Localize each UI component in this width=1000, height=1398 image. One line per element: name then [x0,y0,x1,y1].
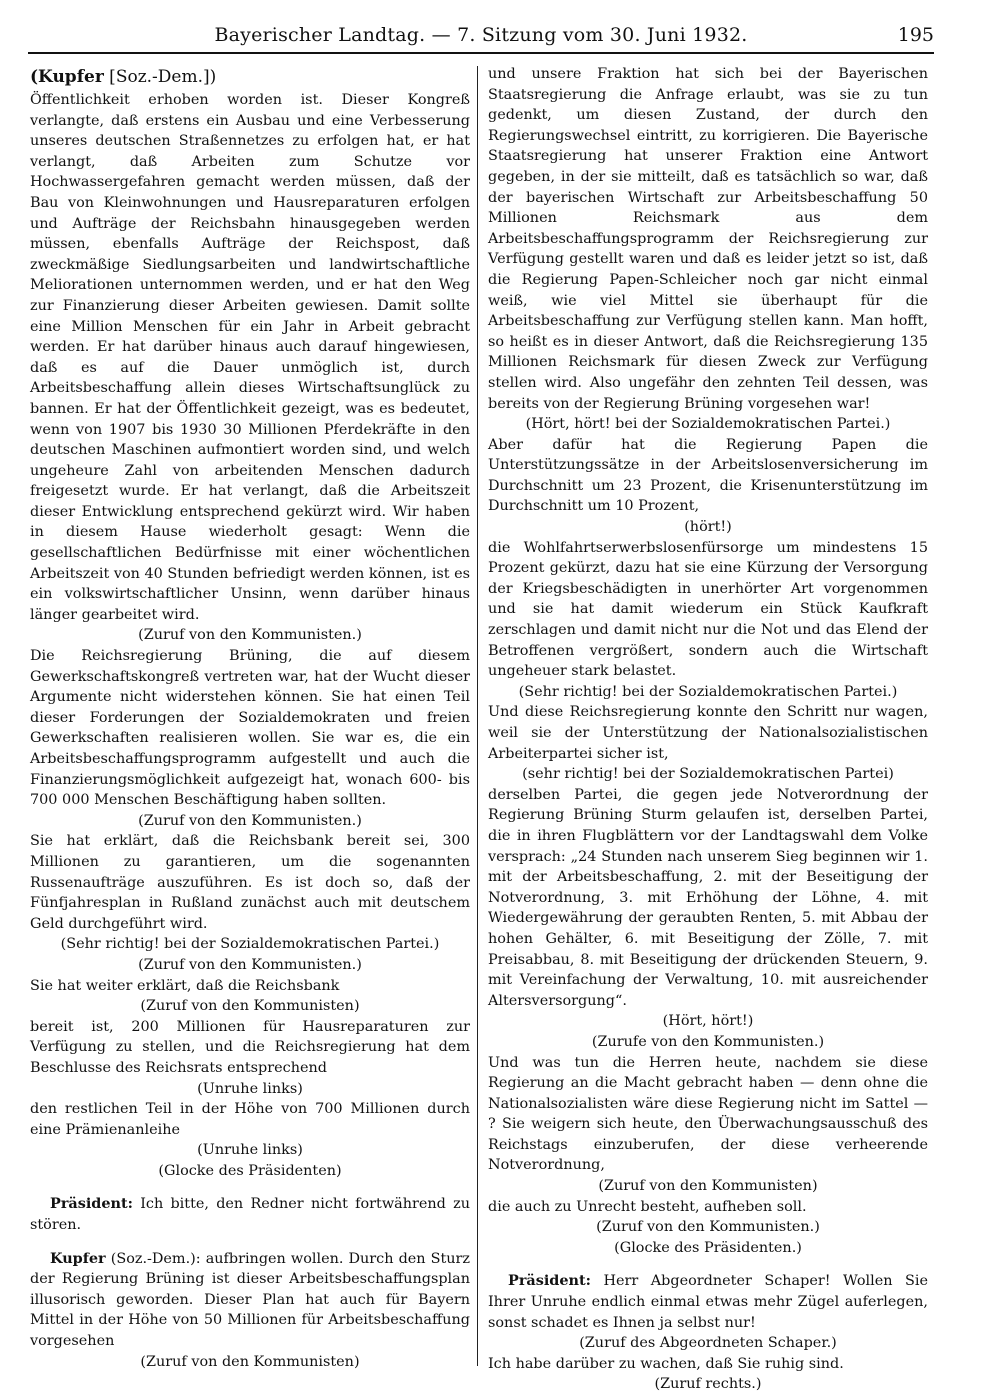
header-title: Bayerischer Landtag. — 7. Sitzung vom 30. Juni 1932. [214,24,748,46]
paragraph: Und diese Reichsregierung konnte den Schritt nur wagen, weil sie der Unterstützung der Nationalsozialistischen Arbeiterpartei sicher ist, [488,704,928,762]
right-column [488,64,928,1393]
interjection: (hört!) [684,519,732,536]
interjection: (Sehr richtig! bei der Sozialdemokratischen Partei.) [60,936,440,953]
interjection: (Zuruf von den Kommunisten.) [138,627,362,644]
paragraph: bereit ist, 200 Millionen für Hausreparaturen zur Verfügung zu stellen, und die Reichsregierung hat dem Beschlusse des Reichsrats entsprechend [30,1018,470,1076]
paragraph: Öffentlichkeit erhoben worden ist. Dieser Kongreß verlangte, daß erstens ein Ausbau und eine Verbesserung unseres deutschen Straßennetzes zu erfolgen hat, er hat verlangt, daß Arbeiten zum Schutze vor Hochwassergefahren gemacht werden müssen, daß der Bau von Kleinwohnungen und Hausreparaturen erfolgen und Aufträge der Reichsbahn hinausgegeben werden müssen, ebenfalls Aufträge der Reichspost, daß zweckmäßige Siedlungsarbeiten und landwirtschaftliche Meliorationen unternommen werden, und er hat den Weg zur Finanzierung dieser Arbeiten gewiesen. Damit sollte eine Million Menschen für ein Jahr in Arbeit gebracht werden. Er hat darüber hinaus auch darauf hingewiesen, daß es auf die Dauer unmöglich ist, durch Arbeitsbeschaffung allein dieses Wirtschaftsunglück zu bannen. Er hat der Öffentlichkeit gezeigt, was es bedeutet, wenn von 1907 bis 1930 30 Millionen Pferdekräfte in den deutschen Maschinen aufmontiert worden sind, und welch ungeheure Zahl von arbeitenden Menschen dadurch freigesetzt wurde. Er hat verlangt, daß die Arbeitszeit dieser Entwicklung entsprechend gekürzt wird. Wir haben in diesem Hause wiederholt gesagt: Wenn die gesellschaftlichen Bedürfnisse mit einer wöchentlichen Arbeitszeit von 40 Stunden befriedigt werden können, ist es ein volkswirtschaftlicher Unsinn, wenn darüber hinaus länger gearbeitet wird. [30,92,470,623]
paragraph: Sie hat weiter erklärt, daß die Reichsbank [30,977,340,994]
interjection: (Zuruf von den Kommunisten.) [596,1219,820,1236]
speech-text: Herr Abgeordneter Schaper! Wollen Sie Ihrer Unruhe endlich einmal etwas mehr Zügel auferlegen, sonst schadet es Ihnen ja selbst nur! [488,1273,928,1331]
paragraph: Sie hat erklärt, daß die Reichsbank bereit sei, 300 Millionen zu garantieren, um die sogenannten Russenaufträge auszuführen. Es ist doch so, daß der Fünfjahresplan in Rußland zunächst auch mit deutschem Geld durchgeführt wird. [30,833,470,932]
paragraph: die Wohlfahrtserwerbslosenfürsorge um mindestens 15 Prozent gekürzt, dazu hat sie eine Kürzung der Versorgung der Kriegsbeschädigten in unerhörter Art vorgenommen und sie hat damit wiederum ein Stück Kaufkraft zerschlagen und damit nicht nur die Not und das Elend der Betroffenen vergrößert, sondern auch die Wirtschaft ungeheuer stark belastet. [488,539,928,680]
interjection: (Zuruf von den Kommunisten) [140,1353,360,1370]
speaker-name: Kupfer [50,1249,106,1267]
interjection: (Unruhe links) [197,1142,303,1159]
interjection: (Zuruf des Abgeordneten Schaper.) [579,1335,837,1352]
paragraph: den restlichen Teil in der Höhe von 700 Millionen durch eine Prämienanleihe [30,1101,470,1138]
speaker-party: (Soz.-Dem.): [105,1250,201,1267]
paragraph: Ich habe darüber zu wachen, daß Sie ruhig sind. [488,1355,844,1372]
interjection: (Zuruf von den Kommunisten) [140,998,360,1015]
paragraph: Die Reichsregierung Brüning, die auf diesem Gewerkschaftskongreß vertreten war, hat der Wucht dieser Argumente nicht widerstehen können. Sie hat einen Teil dieser Forderungen der Sozialdemokraten und freien Gewerkschaften realisieren wollen. Sie war es, die ein Arbeitsbeschaffungsprogramm aufgestellt und auch die Finanzierungsmöglichkeit aufgezeigt hat, wonach 600- bis 700 000 Menschen Beschäftigung haben sollten. [30,648,470,809]
speech-text: aufbringen wollen. Durch den Sturz der Regierung Brüning ist dieser Arbeitsbeschaffungsplan illusorisch geworden. Dieser Plan hat auch für Bayern Mittel in der Höhe von 50 Millionen für Arbeitsbeschaffung vorgesehen [30,1250,471,1350]
interjection: (Zuruf von den Kommunisten.) [138,956,362,973]
president-remark [30,1194,470,1235]
president-remark [488,1271,928,1333]
interjection: (Zurufe von den Kommunisten.) [591,1033,825,1050]
interjection: (Hört, hört! bei der Sozialdemokratischen Partei.) [525,416,891,433]
column-divider [477,66,478,1366]
interjection: (Unruhe links) [197,1080,303,1097]
interjection: (sehr richtig! bei der Sozialdemokratischen Partei) [522,766,894,783]
interjection: (Glocke des Präsidenten) [158,1162,342,1179]
heading-party: [Soz.-Dem.]) [103,67,217,87]
continuation-heading [30,64,470,90]
paragraph: derselben Partei, die gegen jede Notverordnung der Regierung Brüning Sturm gelaufen ist, derselben Partei, die in ihren Flugblättern vor der Landtagswahl dem Volke versprach: „24 Stunden nach unserem Sieg beginnen wir 1. mit der Arbeitsbeschaffung, 2. mit der Beseitigung der Notverordnung, 3. mit Erhöhung der Löhne, 4. mit Wiedergewährung der geraubten Renten, 5. mit Abbau der hohen Gehälter, 6. mit Beseitigung der Zölle, 7. mit Preisabbau, 8. mit Beseitigung der drückenden Steuern, 9. mit Vereinfachung der Verwaltung, 10. mit ausreichender Altersversorgung“. [488,786,928,1009]
interjection: (Hört, hört!) [662,1013,754,1030]
interjection: (Sehr richtig! bei der Sozialdemokratischen Partei.) [518,683,898,700]
page-number: 195 [897,24,934,46]
paragraph: Aber dafür hat die Regierung Papen die Unterstützungssätze in der Arbeitslosenversicherung im Durchschnitt um 23 Prozent, die Krisenunterstützung im Durchschnitt um 10 Prozent, [488,436,928,515]
interjection: (Zuruf rechts.) [654,1376,762,1393]
interjection: (Zuruf von den Kommunisten) [598,1178,818,1195]
speech-text: Ich bitte, den Redner nicht fortwährend zu stören. [30,1196,470,1234]
heading-speaker: (Kupfer [30,67,104,87]
paragraph: die auch zu Unrecht besteht, aufheben soll. [488,1198,807,1215]
paragraph: Und was tun die Herren heute, nachdem sie diese Regierung an die Macht gebracht haben — denn ohne die Nationalsozialisten wäre diese Regierung nicht im Sattel — ? Sie weigern sich heute, den Überwachungsausschuß des Reichstags einzuberufen, der diese verheerende Notverordnung, [488,1054,928,1174]
paragraph: und unsere Fraktion hat sich bei der Bayerischen Staatsregierung die Anfrage erlaubt, was sie zu tun gedenkt, um diesen Zustand, der durch den Regierungswechsel eintritt, zu korrigieren. Die Bayerische Staatsregierung hat unserer Fraktion eine Antwort gegeben, in der sie mitteilt, daß es tatsächlich so war, daß der bayerischen Wirtschaft zur Arbeitsbeschaffung 50 Millionen Reichsmark aus dem Arbeitsbeschaffungsprogramm der Reichsregierung zur Verfügung gestellt waren und daß es leider jetzt so ist, daß die Regierung Papen-Schleicher noch gar nicht einmal weiß, wie viel Mittel sie überhaupt für die Arbeitsbeschaffung zur Verfügung stellen kann. Man hofft, so heißt es in dieser Antwort, daß die Reichsregierung 135 Millionen Reichsmark für diesen Zweck zur Verfügung stellen wird. Also ungefähr den zehnten Teil dessen, was bereits von der Regierung Brüning vorgesehen war! [488,66,928,412]
interjection: (Zuruf von den Kommunisten.) [138,812,362,829]
speaker-name: Präsident: [50,1195,133,1213]
speaker-name: Präsident: [508,1272,591,1290]
speech-paragraph [30,1249,470,1352]
running-header [28,22,934,54]
left-column [30,64,470,1384]
interjection: (Glocke des Präsidenten.) [614,1239,802,1256]
